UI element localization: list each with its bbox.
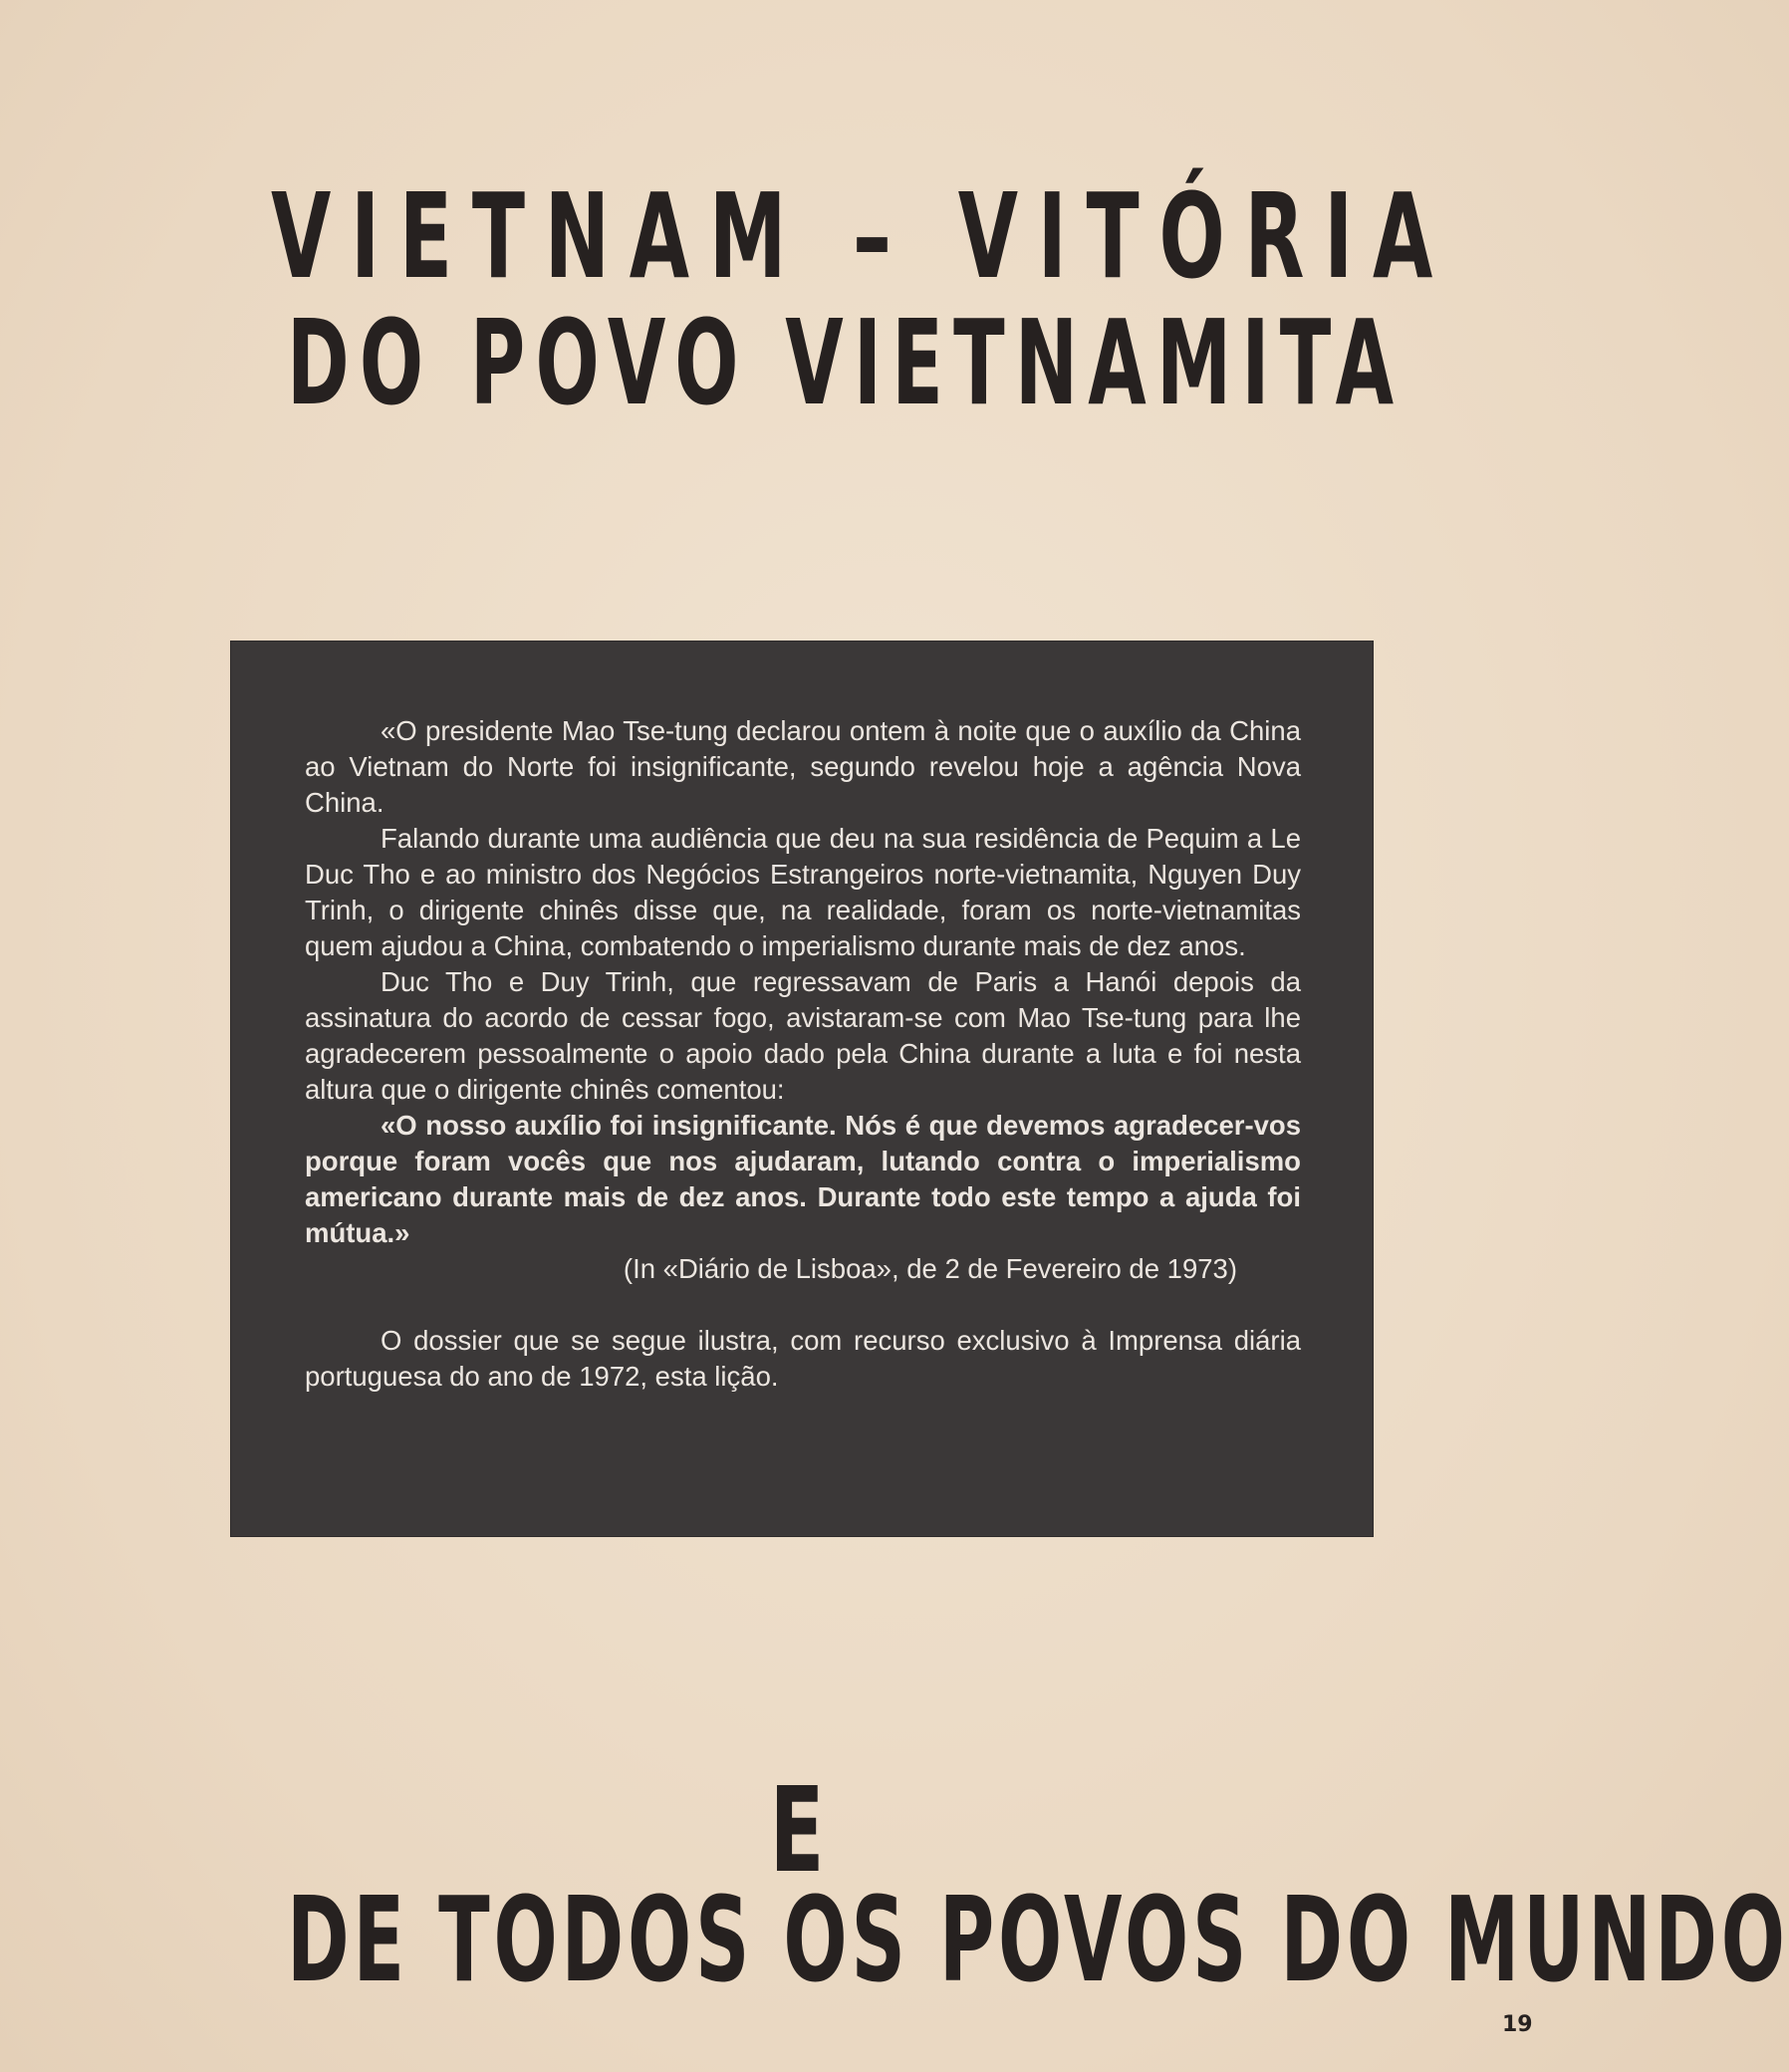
headline-line-2: DO POVO VIETNAMITA [287, 294, 1405, 431]
citation: (In «Diário de Lisboa», de 2 de Fevereiro de 1973) [623, 1253, 1237, 1284]
page-number: 19 [1502, 2012, 1533, 2037]
footer-headline-line-1: E [769, 1761, 825, 1899]
closing-paragraph: O dossier que se segue ilustra, com recurso exclusivo à Imprensa diária portuguesa do ano de 1972, esta lição. [305, 1325, 1301, 1392]
mao-quote: «O nosso auxílio foi insignificante. Nós é que devemos agradecer-vos porque foram vocês que nos ajudaram, lutando contra o imperialismo americano durante mais de dez anos. Durante todo este tempo a ajuda foi mútua.» [305, 1110, 1301, 1248]
headline-line-1: VIETNAM – VITÓRIA [271, 167, 1453, 305]
quote-box [231, 642, 1373, 1536]
quote-paragraph-2: Falando durante uma audiência que deu na sua residência de Pequim a Le Duc Tho e ao ministro dos Negócios Estrangeiros norte-vietnamita, Nguyen Duy Trinh, o dirigente chinês disse que, na realidade, foram os norte-vietnamitas quem ajudou a China, combatendo o imperialismo durante mais de dez anos. [305, 823, 1301, 961]
quote-text [305, 713, 1301, 1395]
footer-headline-line-2: DE TODOS OS POVOS DO MUNDO [287, 1871, 1789, 2008]
quote-paragraph-3: Duc Tho e Duy Trinh, que regressavam de Paris a Hanói depois da assinatura do acordo de cessar fogo, avistaram-se com Mao Tse-tung para lhe agradecerem pessoalmente o apoio dado pela China durante a luta e foi nesta altura que o dirigente chinês comentou: [305, 966, 1301, 1105]
quote-paragraph-1: «O presidente Mao Tse-tung declarou ontem à noite que o auxílio da China ao Vietnam do Norte foi insignificante, segundo revelou hoje a agência Nova China. [305, 715, 1301, 818]
